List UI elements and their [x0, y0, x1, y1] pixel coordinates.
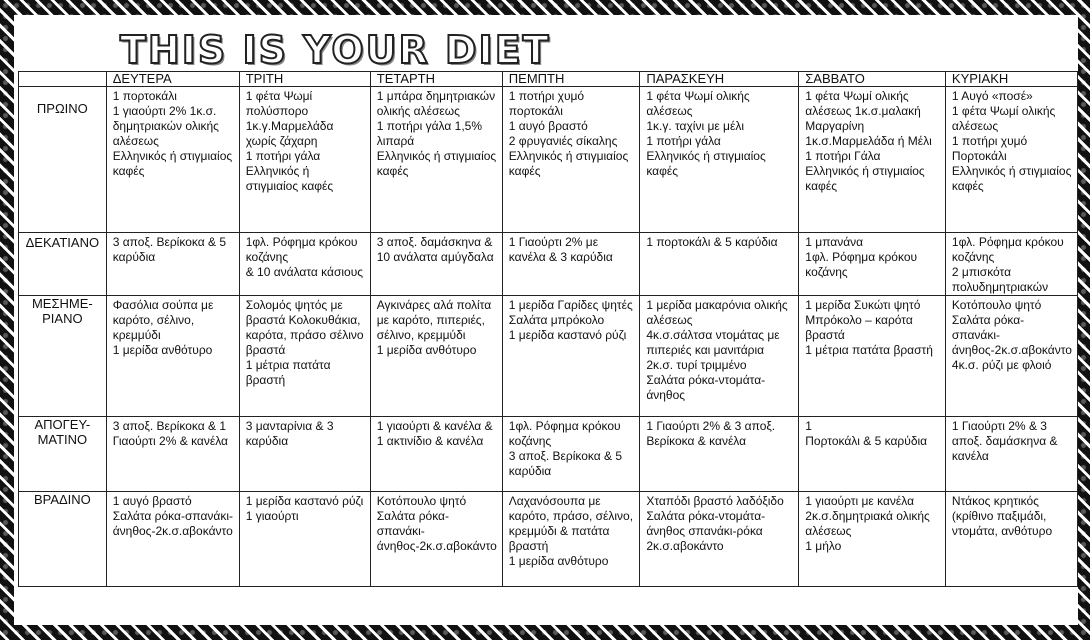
meal-cell: 1 Πορτοκάλι & 5 καρύδια — [799, 417, 946, 492]
meal-cell: 1φλ. Ρόφημα κρόκου κοζάνης 2 μπισκότα πολυδημητριακών — [945, 233, 1077, 296]
meal-cell: 1 φέτα Ψωμί ολικής αλέσεως 1κ.σ.μαλακή Μαργαρίνη 1κ.σ.Μαρμελάδα ή Μέλι 1 ποτήρι Γάλα Ελληνικός ή στιγμιαίος καφές — [799, 87, 946, 233]
meal-cell: 1 μπάρα δημητριακών ολικής αλέσεως 1 ποτήρι γάλα 1,5% λιπαρά Ελληνικός ή στιγμιαίος καφές — [370, 87, 502, 233]
day-header-row — [19, 72, 1078, 87]
diet-sheet — [14, 15, 1078, 625]
meal-cell: 3 μανταρίνια & 3 καρύδια — [239, 417, 370, 492]
page-title: THIS IS YOUR DIET — [120, 28, 551, 72]
meal-cell: 3 αποξ. Βερίκοκα & 5 καρύδια — [106, 233, 239, 296]
meal-row-snack-afternoon — [19, 417, 1078, 492]
meal-cell: 1 φέτα Ψωμί ολικής αλέσεως 1κ.γ. ταχίνι με μέλι 1 ποτήρι γάλα Ελληνικός ή στιγμιαίος καφές — [640, 87, 799, 233]
day-header: ΔΕΥΤΕΡΑ — [106, 72, 239, 87]
meal-row-dinner — [19, 492, 1078, 587]
meal-cell: 1φλ. Ρόφημα κρόκου κοζάνης & 10 ανάλατα κάσιους — [239, 233, 370, 296]
meal-label: ΑΠΟΓΕΥ- ΜΑΤΙΝΟ — [19, 417, 107, 492]
day-header: ΠΑΡΑΣΚΕΥΗ — [640, 72, 799, 87]
meal-row-lunch — [19, 296, 1078, 417]
meal-cell: 1 μερίδα μακαρόνια ολικής αλέσεως 4κ.σ.σάλτσα ντομάτας με πιπεριές και μανιτάρια 2κ.σ. τυρί τριμμένο Σαλάτα ρόκα-ντομάτα-άνηθος — [640, 296, 799, 417]
meal-cell: 1 Αυγό «ποσέ» 1 φέτα Ψωμί ολικής αλέσεως 1 ποτήρι χυμό Πορτοκάλι Ελληνικός ή στιγμιαίος καφές — [945, 87, 1077, 233]
meal-cell: 1 αυγό βραστό Σαλάτα ρόκα-σπανάκι-άνηθος-2κ.σ.αβοκάντο — [106, 492, 239, 587]
meal-cell: 1 φέτα Ψωμί πολύσπορο 1κ.γ.Μαρμελάδα χωρίς ζάχαρη 1 ποτήρι γάλα Ελληνικός ή στιγμιαίος καφές — [239, 87, 370, 233]
meal-cell: 3 αποξ. δαμάσκηνα & 10 ανάλατα αμύγδαλα — [370, 233, 502, 296]
meal-cell: 1 γιαούρτι με κανέλα 2κ.σ.δημητριακά ολικής αλέσεως 1 μήλο — [799, 492, 946, 587]
meal-cell: Φασόλια σούπα με καρότο, σέλινο, κρεμμύδι 1 μερίδα ανθότυρο — [106, 296, 239, 417]
day-header: ΣΑΒΒΑΤΟ — [799, 72, 946, 87]
meal-cell: 1 μπανάνα 1φλ. Ρόφημα κρόκου κοζάνης — [799, 233, 946, 296]
meal-label: ΔΕΚΑΤΙΑΝΟ — [19, 233, 107, 296]
meal-cell: Κοτόπουλο ψητό Σαλάτα ρόκα-σπανάκι-άνηθος-2κ.σ.αβοκάντο — [370, 492, 502, 587]
meal-cell: Λαχανόσουπα με καρότο, πράσο, σέλινο, κρεμμύδι & πατάτα βραστή 1 μερίδα ανθότυρο — [502, 492, 640, 587]
day-header: ΚΥΡΙΑΚΗ — [945, 72, 1077, 87]
meal-cell: 1 πορτοκάλι 1 γιαούρτι 2% 1κ.σ. δημητριακών ολικής αλέσεως Ελληνικός ή στιγμιαίος καφές — [106, 87, 239, 233]
meal-cell: Ντάκος κρητικός (κρίθινο παξιμάδι, ντομάτα, ανθότυρο — [945, 492, 1077, 587]
meal-cell: 1 πορτοκάλι & 5 καρύδια — [640, 233, 799, 296]
meal-cell: 1 μερίδα Συκώτι ψητό Μπρόκολο – καρότα βραστά 1 μέτρια πατάτα βραστή — [799, 296, 946, 417]
meal-cell: 1 γιαούρτι & κανέλα & 1 ακτινίδιο & κανέλα — [370, 417, 502, 492]
meal-row-snack-morning — [19, 233, 1078, 296]
meal-cell: Χταπόδι βραστό λαδόξιδο Σαλάτα ρόκα-ντομάτα-άνηθος σπανάκι-ρόκα 2κ.σ.αβοκάντο — [640, 492, 799, 587]
meal-cell: 1 Γιαούρτι 2% & 3 αποξ. Βερίκοκα & κανέλα — [640, 417, 799, 492]
meal-cell: 3 αποξ. Βερίκοκα & 1 Γιαούρτι 2% & κανέλα — [106, 417, 239, 492]
meal-row-breakfast — [19, 87, 1078, 233]
meal-cell: 1 μερίδα καστανό ρύζι 1 γιαούρτι — [239, 492, 370, 587]
diet-table — [18, 71, 1078, 587]
meal-label: ΒΡΑΔΙΝΟ — [19, 492, 107, 587]
day-header: ΤΕΤΑΡΤΗ — [370, 72, 502, 87]
meal-cell: Αγκινάρες αλά πολίτα με καρότο, πιπεριές, σέλινο, κρεμμύδι 1 μερίδα ανθότυρο — [370, 296, 502, 417]
meal-cell: Κοτόπουλο ψητό Σαλάτα ρόκα-σπανάκι-άνηθος-2κ.σ.αβοκάντο 4κ.σ. ρύζι με φλοιό — [945, 296, 1077, 417]
meal-cell: Σολομός ψητός με βραστά Κολοκυθάκια, καρότα, πράσο σέλινο βραστά 1 μέτρια πατάτα βραστή — [239, 296, 370, 417]
meal-cell: 1φλ. Ρόφημα κρόκου κοζάνης 3 αποξ. Βερίκοκα & 5 καρύδια — [502, 417, 640, 492]
corner-cell — [19, 72, 107, 87]
meal-cell: 1 μερίδα Γαρίδες ψητές Σαλάτα μπρόκολο 1 μερίδα καστανό ρύζι — [502, 296, 640, 417]
meal-cell: 1 Γιαούρτι 2% & 3 αποξ. δαμάσκηνα & κανέλα — [945, 417, 1077, 492]
meal-label: ΜΕΣΗΜΕ- ΡΙΑΝΟ — [19, 296, 107, 417]
meal-label: ΠΡΩΙΝΟ — [19, 87, 107, 233]
day-header: ΤΡΙΤΗ — [239, 72, 370, 87]
day-header: ΠΕΜΠΤΗ — [502, 72, 640, 87]
meal-cell: 1 ποτήρι χυμό πορτοκάλι 1 αυγό βραστό 2 φρυγανιές σίκαλης Ελληνικός ή στιγμιαίος καφές — [502, 87, 640, 233]
meal-cell: 1 Γιαούρτι 2% με κανέλα & 3 καρύδια — [502, 233, 640, 296]
